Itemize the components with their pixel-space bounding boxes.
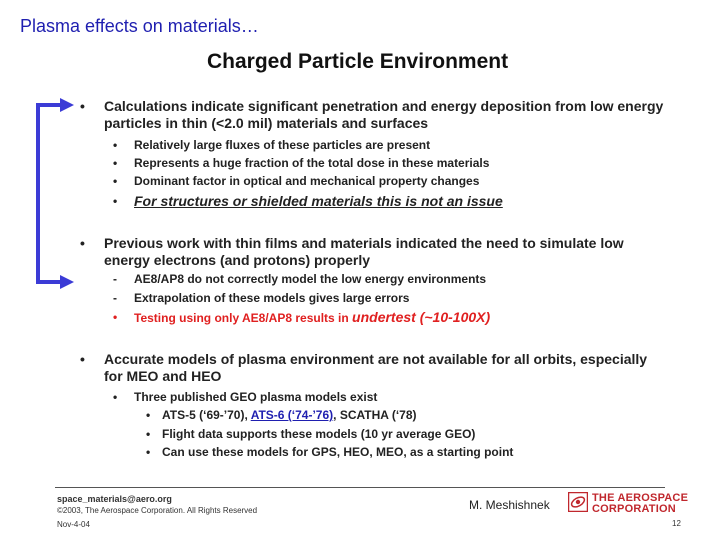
footer-email[interactable]: space_materials@aero.org bbox=[57, 494, 172, 504]
bullet-icon: • bbox=[80, 235, 85, 251]
footer-copyright: ©2003, The Aerospace Corporation. All Rights Reserved bbox=[57, 506, 258, 515]
logo-text-line-1: THE AEROSPACE bbox=[592, 492, 689, 504]
section-1-text: Calculations indicate significant penetration and energy deposition from low energy particles in thin (<2.0 mil) materials and surfaces bbox=[104, 98, 664, 131]
bullet-icon: • bbox=[80, 351, 85, 367]
slide-title: Charged Particle Environment bbox=[207, 50, 509, 73]
footer-author: M. Meshishnek bbox=[469, 498, 550, 512]
undertest-emphasis: undertest (~10-100X) bbox=[352, 309, 491, 325]
section-topic-header: Plasma effects on materials… bbox=[20, 16, 259, 36]
logo-text-line-2: CORPORATION bbox=[592, 503, 676, 515]
footer-date: Nov-4-04 bbox=[57, 520, 90, 529]
aerospace-logo-icon bbox=[568, 492, 588, 512]
arrow-head-top-icon bbox=[60, 96, 74, 114]
section-3-text: Accurate models of plasma environment are not available for all orbits, especially for MEO and HEO bbox=[104, 351, 648, 384]
page-number: 12 bbox=[672, 519, 681, 528]
section-2-text: Previous work with thin films and materials indicated the need to simulate low energy electrons (and protons) properly bbox=[104, 235, 624, 268]
footer-divider bbox=[55, 487, 665, 488]
ats-6-link[interactable]: ATS-6 (‘74-’76) bbox=[250, 408, 334, 422]
bullet-icon: • bbox=[80, 98, 85, 114]
arrow-head-bottom-icon bbox=[60, 273, 74, 291]
